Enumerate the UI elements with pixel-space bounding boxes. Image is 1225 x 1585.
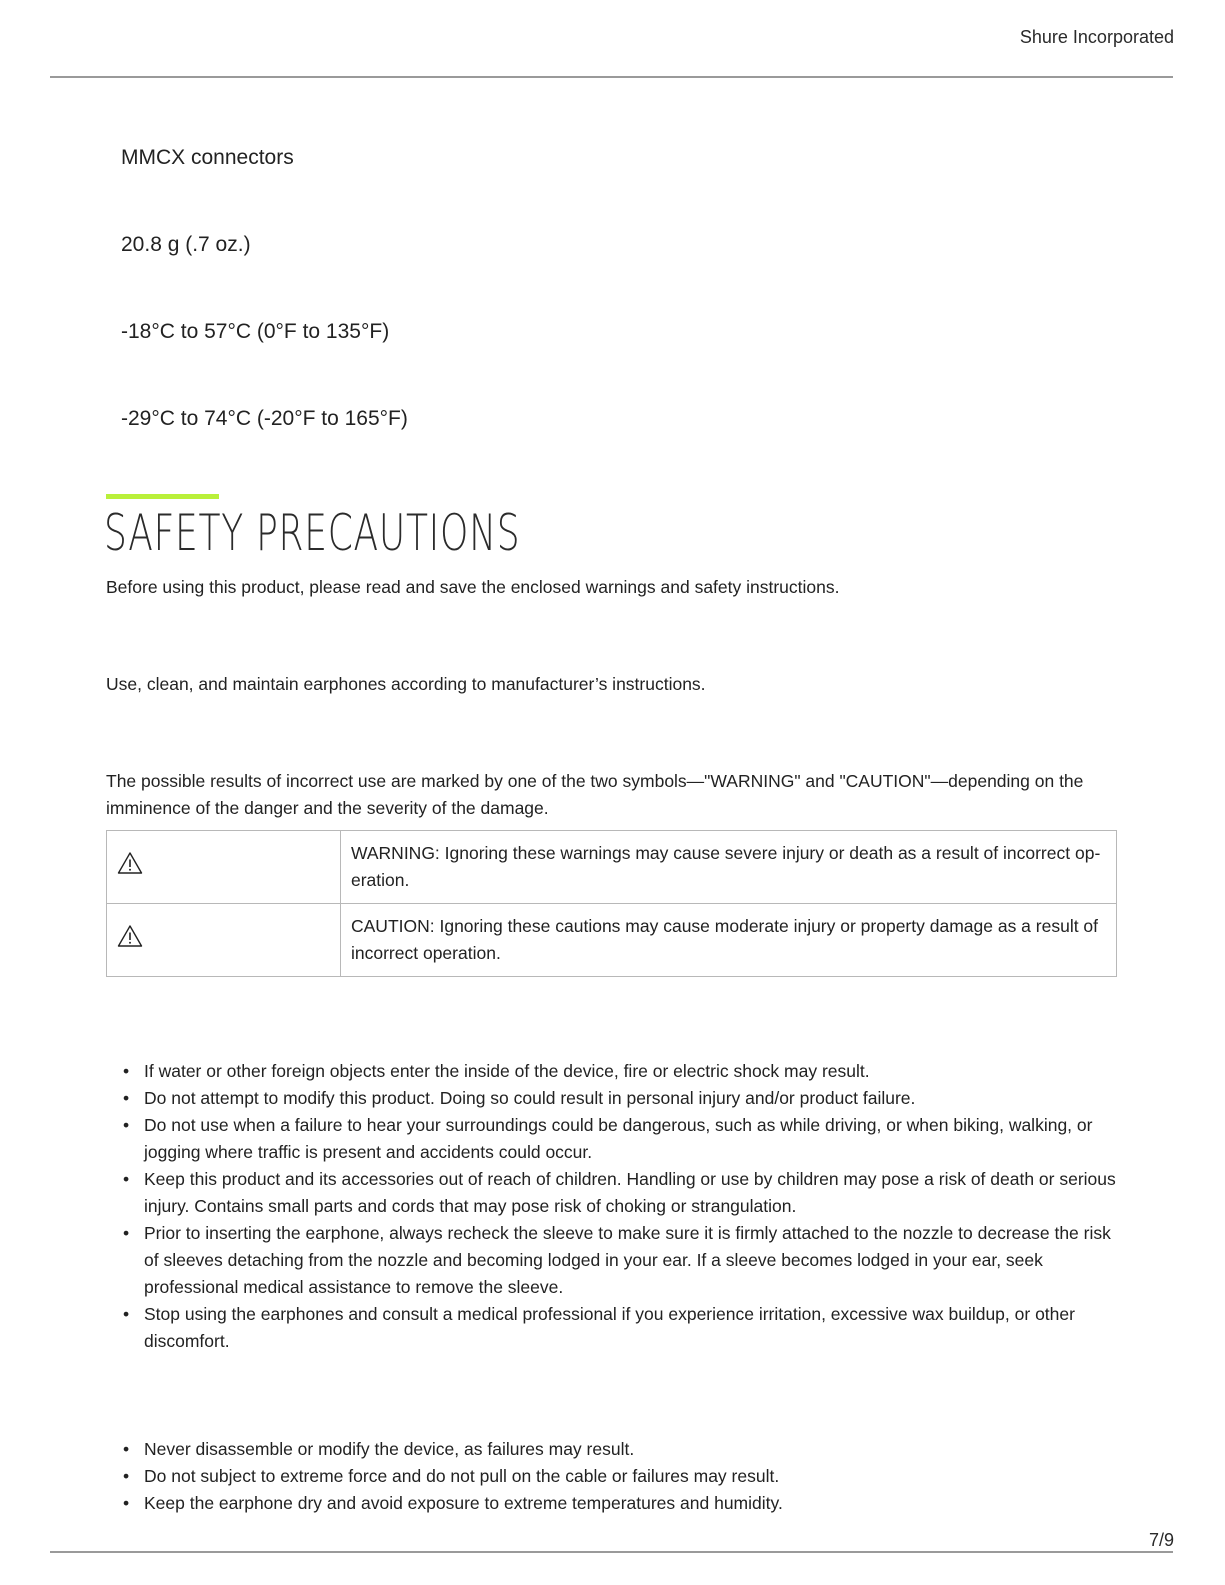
caution-description: CAUTION: Ignoring these cautions may cause moderate injury or property damage as a result of incorrect operation.: [341, 904, 1117, 977]
caution-triangle-icon: [117, 924, 143, 948]
symbol-cell: [107, 904, 341, 977]
list-item: • Do not use when a failure to hear your surroundings could be dangerous, such as while driving, or when biking, walking, or jogging where traffic is present and accidents could occur.: [106, 1112, 1116, 1166]
safety-intro: Before using this product, please read and save the enclosed warnings and safety instructions.: [106, 577, 840, 597]
list-item: • Do not subject to extreme force and do not pull on the cable or failures may result.: [106, 1463, 1116, 1490]
list-item: • If water or other foreign objects enter the inside of the device, fire or electric shock may result.: [106, 1058, 1116, 1085]
spec-connector: MMCX connectors: [121, 146, 294, 169]
maintain-instructions: Use, clean, and maintain earphones according to manufacturer’s instructions.: [106, 674, 706, 694]
table-row: [107, 831, 1117, 904]
section-accent-bar: [106, 494, 219, 499]
table-row: [107, 904, 1117, 977]
list-item: • Stop using the earphones and consult a medical professional if you experience irritation, excessive wax buildup, or other discomfort.: [106, 1301, 1116, 1355]
spec-storage-temperature: -29°C to 74°C (-20°F to 165°F): [121, 407, 408, 430]
section-title: SAFETY PRECAUTIONS: [104, 504, 521, 562]
warnings-list: [106, 1058, 1116, 1355]
list-item: • Prior to inserting the earphone, always recheck the sleeve to make sure it is firmly attached to the nozzle to decrease the risk of sleeves detaching from the nozzle and becoming lodged in your ear. If a sleeve becomes lodged in your ear, seek professional medical assistance to remove the sleeve.: [106, 1220, 1116, 1301]
warning-description: WARNING: Ignoring these warnings may cause severe injury or death as a result of incorrect operation.: [341, 831, 1117, 904]
page-number: 7/9: [1148, 1530, 1174, 1550]
header-company-name: Shure Incorporated: [1019, 27, 1174, 47]
list-item: • Do not attempt to modify this product. Doing so could result in personal injury and/or product failure.: [106, 1085, 1116, 1112]
list-item: • Keep this product and its accessories out of reach of children. Handling or use by children may pose a risk of death or serious injury. Contains small parts and cords that may pose risk of choking or strangulation.: [106, 1166, 1116, 1220]
spec-weight: 20.8 g (.7 oz.): [121, 233, 251, 256]
cautions-list: [106, 1436, 1116, 1517]
header-divider: [50, 76, 1173, 78]
symbols-table: [106, 830, 1117, 977]
warning-triangle-icon: [117, 851, 143, 875]
symbol-cell: [107, 831, 341, 904]
list-item: • Never disassemble or modify the device, as failures may result.: [106, 1436, 1116, 1463]
footer-divider: [50, 1551, 1173, 1553]
symbols-intro: The possible results of incorrect use are marked by one of the two symbols—"WARNING" and "CAUTION"—depending on the imminence of the danger and the severity of the damage.: [106, 771, 1084, 818]
spec-operating-temperature: -18°C to 57°C (0°F to 135°F): [121, 320, 390, 343]
list-item: • Keep the earphone dry and avoid exposure to extreme temperatures and humidity.: [106, 1490, 1116, 1517]
